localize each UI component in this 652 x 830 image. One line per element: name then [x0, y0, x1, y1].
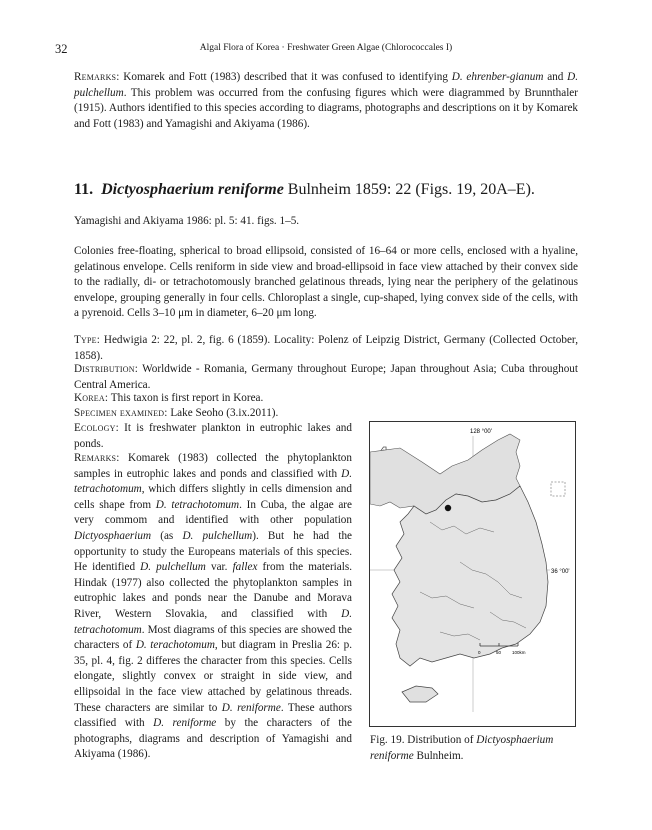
korea-paragraph	[74, 391, 364, 407]
type-paragraph	[74, 333, 578, 364]
remarks-text: Komarek and Fott (1983) described that it was confused to identifying	[119, 71, 452, 83]
remarks-text: var.	[205, 561, 233, 574]
distribution-label: Distribution:	[74, 363, 139, 375]
page-number: 32	[55, 42, 68, 56]
remarks-text: , which differs slightly in cells dimension and cells shape from	[74, 483, 352, 511]
remarks-text: from the materials. Hindak (1977) also collected the phytoplankton samples in eutrophic lakes and ponds near the Danube and Morava River, Western Slovakia, and classified with	[74, 561, 353, 620]
taxon-name: D. pulchellum	[182, 529, 253, 542]
remarks-text: . This problem was occurred from the confusing figures which were diagrammed by Brunnthaler (1915). Authors identified to this species according to diagrams, photographs and descriptions on it by Komarek and Fott (1983) and Yamagishi and Akiyama (1986).	[74, 86, 578, 130]
species-reference: Yamagishi and Akiyama 1986: pl. 5: 41. figs. 1–5.	[74, 215, 300, 227]
ecology-text: It is freshwater plankton in eutrophic lakes and ponds.	[74, 422, 352, 450]
korea-map-svg	[370, 422, 575, 726]
taxon-name: D. tetrachotomum	[74, 607, 352, 636]
taxon-name: Dictyosphaerium	[74, 529, 152, 542]
running-title: Algal Flora of Korea · Freshwater Green Algae (Chlorococcales I)	[199, 43, 453, 53]
scale-label: 100km	[512, 650, 526, 655]
remarks-text: by the characters of the photographs, diagrams and description of Yamagishi and Akiyama (1986).	[74, 717, 352, 761]
taxon-name: D. tetrachotomum	[74, 467, 352, 496]
taxon-name: D. pulchellum	[140, 561, 206, 574]
ulleung-inset	[551, 482, 565, 496]
type-label: Type:	[74, 334, 101, 346]
latitude-label: 36 °00'	[551, 569, 570, 575]
taxon-name: D. ehrenber-gianum	[451, 71, 544, 83]
remarks-text: . In Cuba, the algae are very commom and identified with other population	[74, 498, 352, 527]
remarks-label: Remarks:	[74, 71, 120, 83]
remarks-text: and	[543, 71, 568, 83]
scale-label: 0	[478, 650, 481, 655]
specimen-paragraph	[74, 406, 364, 422]
species-number: 11.	[74, 181, 94, 198]
taxon-name: D. pulchellum	[74, 71, 579, 99]
ecology-paragraph	[74, 421, 352, 452]
remarks-bottom-paragraph	[74, 451, 352, 763]
specimen-text: Lake Seoho (3.ix.2011).	[167, 407, 279, 419]
species-author: Bulnheim 1859: 22 (Figs. 19, 20A–E).	[283, 181, 535, 198]
taxon-name: D. tetrachotomum	[155, 498, 240, 511]
korea-text: This taxon is first report in Korea.	[108, 392, 264, 404]
jeju-island	[402, 686, 438, 702]
distribution-text: Worldwide - Romania, Germany throughout Europe; Japan throughout Asia; Cuba throughout Central America.	[74, 363, 578, 391]
taxon-name: fallex	[232, 561, 258, 574]
species-heading	[74, 181, 535, 199]
species-description: Colonies free-floating, spherical to broad ellipsoid, consisted of 16–64 or more cells, enclosed with a hyaline, gelatinous envelope. Cells reniform in side view and broad-ellipsoid in face view attached by their convex side to the radially, di- or tetrachotomously branched gelatinous threads, lying near the periphery of the gelatinous envelope, grouping generally in four cells. Chloroplast a single, cup-shaped, lying convex side of the cells, with a pyrenoid. Cells 3–10 μm in diameter, 6–20 μm long.	[74, 245, 578, 320]
south-landmass	[392, 486, 548, 666]
taxon-name: D. reniforme	[153, 717, 217, 730]
collection-site-marker	[445, 505, 451, 511]
remarks-text: (as	[151, 529, 183, 542]
remarks-label: Remarks:	[74, 452, 120, 464]
remarks-text: , but diagram in Preslia 26: p. 35, pl. 4, fig. 2 differes the character from this species. Cells elongate, slightly convex or straight in side view, and ellipsoidal in the face view attached by gelatinous threads. These characters are similar to	[74, 639, 352, 714]
figure-caption	[370, 733, 580, 764]
taxon-name: D. reniforme	[221, 701, 281, 714]
caption-text: Bulnheim.	[413, 749, 464, 762]
korea-label: Korea:	[74, 392, 109, 404]
remarks-text: Komarek (1983) collected the phytoplankton samples in eutrophic lakes and ponds and classified with	[74, 452, 352, 480]
specimen-label: Specimen examined:	[74, 407, 168, 419]
remarks-text: . These authors classified with	[74, 701, 352, 730]
distribution-paragraph	[74, 362, 578, 393]
distribution-map	[369, 421, 576, 727]
species-name: Dictyosphaerium reniforme	[101, 181, 284, 198]
ecology-label: Ecology:	[74, 422, 119, 434]
remarks-text: ). But he had the opportunity to study the Europeans materials of this species. He identified	[74, 529, 352, 574]
remarks-top-paragraph	[74, 70, 578, 132]
remarks-text: . Most diagrams of this species are showed the characters of	[74, 623, 352, 652]
caption-taxon: Dictyosphaerium reniforme	[370, 734, 554, 762]
longitude-label: 128 °00'	[470, 429, 492, 435]
scale-label: 50	[496, 650, 502, 655]
caption-text: Fig. 19. Distribution of	[370, 734, 477, 746]
type-text: Hedwigia 2: 22, pl. 2, fig. 6 (1859). Locality: Polenz of Leipzig District, Germany (Collected October, 1858).	[74, 334, 578, 362]
taxon-name: D. terachotomum	[135, 639, 215, 652]
